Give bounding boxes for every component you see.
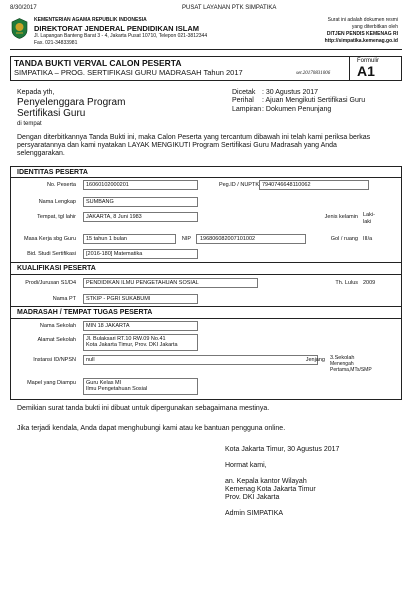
no-peserta-value: 16060102000201 [86, 182, 129, 188]
madrasah-header: MADRASAH / TEMPAT TUGAS PESERTA [17, 309, 153, 316]
signature-an-1: an. Kepala kantor Wilayah [225, 478, 307, 485]
recipient-place: di tempat [17, 121, 42, 127]
print-date: 8/30/2017 [10, 5, 37, 11]
directorate-name: DIREKTORAT JENDERAL PENDIDIKAN ISLAM [34, 24, 200, 33]
identitas-header: IDENTITAS PESERTA [17, 169, 88, 176]
official-note-3: DITJEN PENDIS KEMENAG RI [326, 31, 398, 37]
perihal-label: Perihal [232, 97, 254, 104]
page-center-title: PUSAT LAYANAN PTK SIMPATIKA [182, 5, 277, 11]
lampiran-value: : Dokumen Penunjang [262, 106, 332, 113]
jenis-kelamin-value-2: laki [363, 219, 372, 225]
ministry-emblem-icon [11, 18, 28, 39]
alamat-sekolah-value-1: Jl. Bulaksari RT.10 RW.09 No.41 [86, 336, 166, 342]
ttl-value: JAKARTA, 8 Juni 1983 [86, 214, 142, 220]
closing-line-2: Jika terjadi kendala, Anda dapat menghubungi kami atau ke bantuan pengguna online. [17, 425, 286, 432]
intro-line-1: Dengan diterbitkannya Tanda Bukti ini, maka Calon Peserta yang tercantum dibawah ini telah kami periksa berkas [17, 134, 371, 141]
document-title: TANDA BUKTI VERVAL CALON PESERTA [14, 58, 182, 68]
masa-kerja-value: 15 tahun 1 bulan [86, 236, 127, 242]
alamat-sekolah-value-2: Kota Jakarta Timur, Prov. DKI Jakarta [86, 342, 178, 348]
mapel-label: Mapel yang Diampu [27, 380, 76, 386]
nama-sekolah-label: Nama Sekolah [39, 323, 76, 329]
jenjang-value-3: Pertama,MTs/SMP [330, 367, 372, 373]
recipient-greeting: Kepada yth, [17, 89, 55, 96]
masa-kerja-label: Masa Kerja sbg Guru [24, 236, 76, 242]
dicetak-label: Dicetak [232, 89, 256, 96]
signature-place-date: Kota Jakarta Timur, 30 Agustus 2017 [225, 446, 340, 453]
form-code: A1 [357, 63, 375, 79]
intro-line-2: persyaratannya dan kami nyatakan LAYAK MENGIKUTI Program Sertifikasi Guru Madrasah yang Anda [17, 142, 337, 149]
jenjang-value-1: 3.Sekolah [330, 355, 355, 361]
document-subtitle: SIMPATIKA – PROG. SERTIFIKASI GURU MADRASAH Tahun 2017 [14, 68, 243, 77]
letterhead-fax: Fax. 021-34833981 [34, 40, 78, 46]
intro-line-3: selenggarakan. [17, 150, 65, 157]
kualifikasi-header: KUALIFIKASI PESERTA [17, 265, 96, 272]
ministry-name: KEMENTERIAN AGAMA REPUBLIK INDONESIA [34, 17, 147, 23]
instansi-value: null [86, 357, 95, 363]
closing-line-1: Demikian surat tanda bukti ini dibuat untuk dipergunakan sebagaimana mestinya. [17, 405, 270, 412]
nama-pt-value: STKIP - PGRI SUKABUMI [86, 296, 151, 302]
prodi-value: PENDIDIKAN ILMU PENGETAHUAN SOSIAL [86, 280, 199, 286]
recipient-name-1: Penyelenggara Program [17, 97, 126, 108]
signature-greeting: Hormat kami, [225, 462, 267, 469]
signature-an-3: Prov. DKI Jakarta [225, 494, 280, 501]
mapel-value-2: Ilmu Pengetahuan Sosial [86, 386, 148, 392]
identitas-rule [10, 177, 402, 178]
pegid-label: Peg.ID / NUPTK [218, 182, 259, 188]
letterhead-address: Jl. Lapangan Banteng Barat 3 - 4, Jakarta Pusat 10710, Telepon 021-3812344 [34, 33, 208, 39]
serial-number: ser.20170831006 [296, 71, 331, 76]
perihal-value: : Ajuan Mengikuti Sertifikasi Guru [262, 97, 366, 104]
no-peserta-label: No. Peserta [46, 182, 76, 188]
golongan-label: Gol / ruang [330, 236, 358, 242]
jenis-kelamin-value-1: Laki- [363, 212, 375, 218]
instansi-label: Instansi ID/NPSN [33, 357, 76, 363]
madrasah-top-rule [10, 306, 402, 307]
dicetak-value: : 30 Agustus 2017 [262, 89, 319, 96]
nama-lengkap-value: SUMBANG [86, 199, 114, 205]
jenjang-value-2: Menengah [330, 361, 354, 367]
signature-an-2: Kemenag Kota Jakarta Timur [225, 486, 316, 493]
alamat-sekolah-label: Alamat Sekolah [37, 337, 76, 343]
lampiran-label: Lampiran [232, 106, 262, 113]
official-note-2: yang diterbitkan oleh [351, 24, 398, 30]
golongan-value: III/a [363, 236, 373, 242]
tahun-lulus-value: 2009 [363, 280, 376, 286]
nip-label: NIP [181, 236, 191, 242]
title-box-divider [349, 56, 350, 81]
bidang-studi-value: [2016-180] Matematika [86, 251, 143, 257]
ttl-label: Tempat, tgl lahir [37, 214, 76, 220]
nama-pt-label: Nama PT [52, 296, 76, 302]
jenjang-label: Jenjang [305, 357, 325, 363]
prodi-label: Prodi/Jurusan S1/D4 [25, 280, 76, 286]
kualifikasi-top-rule [10, 262, 402, 263]
form-label: Formulir [357, 58, 379, 64]
bidang-studi-label: Bid. Studi Sertifikasi [27, 251, 76, 257]
signature-admin: Admin SIMPATIKA [225, 510, 284, 517]
pegid-value: 7940746648110062 [262, 182, 311, 188]
nama-sekolah-value: MIN 18 JAKARTA [86, 323, 130, 329]
recipient-name-2: Sertifikasi Guru [17, 108, 86, 119]
tahun-lulus-label: Th. Lulus [335, 280, 358, 286]
official-note-1: Surat ini adalah dokumen resmi [327, 17, 398, 23]
kualifikasi-rule [10, 274, 402, 275]
nama-lengkap-label: Nama Lengkap [38, 199, 76, 205]
jenis-kelamin-label: Jenis kelamin [324, 214, 358, 220]
nip-value: 196806082007101002 [200, 236, 256, 242]
letterhead-divider [10, 49, 402, 50]
mapel-value-1: Guru Kelas MI [86, 380, 122, 386]
instansi-field [83, 355, 318, 365]
official-note-link[interactable]: http://simpatika.kemenag.go.id [324, 38, 398, 44]
madrasah-rule [10, 318, 402, 319]
